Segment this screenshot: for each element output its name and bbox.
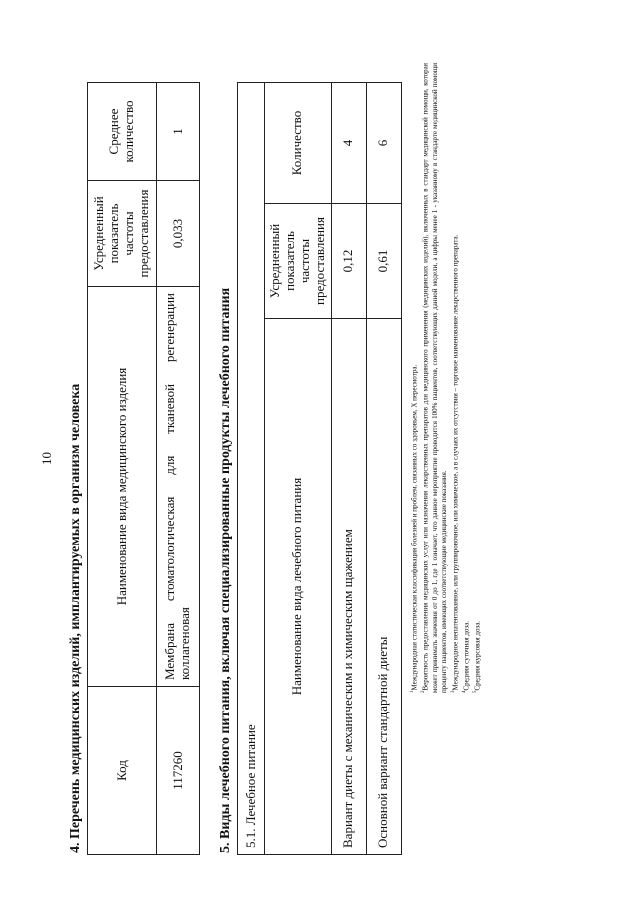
diet-qty: 4	[331, 82, 366, 203]
footnote: $^2$Вероятность предоставления медицинских услуг или назначения лекарственных препаратов для медицинского применения (медицинских изделий), включенных в стандарт медицинской помощи, которая может принимать значения от 0 до 1, где 1 означает, что данное мероприятие проводится 100% пациентов, соответствующих данной модели, а цифры менее 1 - указанному в стандарте медицинской помощи проценту пациентов, имеющих соответствующие медицинские показания.	[421, 63, 448, 693]
diet-freq: 0,61	[366, 204, 401, 319]
diet-freq: 0,12	[331, 204, 366, 319]
implants-table-header	[88, 83, 157, 855]
implant-qty: 1	[157, 83, 200, 181]
nutrition-table	[237, 82, 402, 855]
col-name-header: Наименование вида медицинского изделия	[88, 287, 157, 687]
diet-qty: 6	[366, 82, 401, 203]
footnote: $^4$Средняя суточная доза.	[461, 620, 471, 693]
nutrition-table-header	[265, 82, 332, 854]
page-number: 10	[39, 452, 54, 465]
col-diet-name-header: Наименование вида лечебного питания	[265, 319, 332, 855]
footnote: $^3$Международное непатентованное, или группировочное, или химическое, а в случаях их отсутствия – торговое наименование лекарственного препарата.	[450, 234, 459, 693]
col-code-header: Код	[88, 687, 157, 855]
nutrition-subsection-row	[238, 82, 265, 854]
implant-code: 117260	[157, 687, 200, 855]
implants-table	[87, 82, 200, 855]
footnote: $^5$Средняя курсовая доза.	[473, 620, 482, 693]
col-freq-header: Усредненный показатель частоты предоставления	[88, 181, 157, 287]
footnotes	[408, 63, 483, 693]
table-row	[157, 83, 200, 855]
diet-name: Вариант диеты с механическим и химическим щажением	[331, 319, 366, 855]
section-5-title: 5. Виды лечебного питания, включая специализированные продукты лечебного питания	[218, 287, 233, 853]
section-4-title: 4. Перечень медицинских изделий, имплантируемых в организм человека	[68, 383, 83, 853]
col-diet-qty-header: Количество	[265, 82, 332, 203]
footnote: $^1$Международная статистическая классификация болезней и проблем, связанных со здоровьем, X пересмотра.	[410, 364, 419, 693]
col-qty-header: Среднее количество	[88, 83, 157, 181]
table-row	[331, 82, 366, 854]
subsection-title: 5.1. Лечебное питание	[238, 82, 265, 854]
diet-name: Основной вариант стандартной диеты	[366, 319, 401, 855]
implant-name: Мембрана стоматологическая для тканевой регенерации коллагеновая	[157, 287, 200, 687]
implant-freq: 0,033	[157, 181, 200, 287]
table-row	[366, 82, 401, 854]
col-diet-freq-header: Усредненный показатель частоты предоставления	[265, 204, 332, 319]
